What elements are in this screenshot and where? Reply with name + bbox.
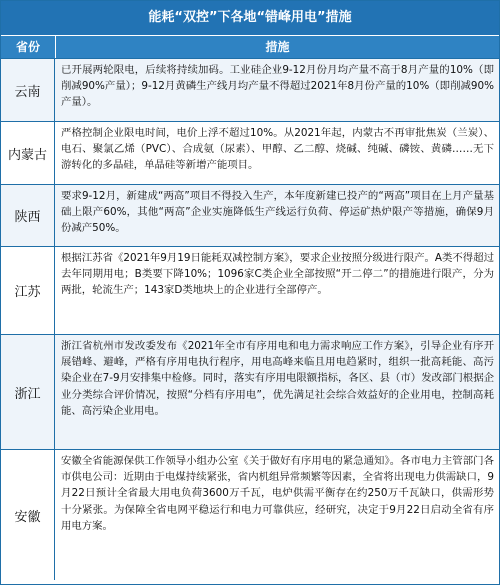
measure-cell: 严格控制企业限电时间，电价上浮不超过10%。从2021年起，内蒙古不再审批焦炭（兰炭）、电石、聚氯乙烯（PVC）、合成氨（尿素）、甲醇、乙二醇、烧碱、纯碱、磷铵、黄磷……无下游转化的多晶硅，单晶硅等新增产能项目。 — [61, 127, 494, 172]
province-cell: 陕西 — [1, 185, 55, 246]
measure-cell: 安徽全省能源保供工作领导小组办公室《关于做好有序用电的紧急通知》。各市电力主管部门各市供电公司：近期由于电煤持续紧张，省内机组异常频繁等因素，全省将出现电力供需缺口，9月22日预计全省最大用电负荷3600万千瓦，电炉供需平衡存在约250万千瓦缺口，供需形势十分紧张。为保障全省电网平稳运行和电力可靠供应，经研究，决定于9月22日启动全省有序用电方案。 — [61, 455, 494, 532]
measure-cell: 浙江省杭州市发改委发布《2021年全市有序用电和电力需求响应工作方案》，引导企业有序开展错峰、避峰，严格有序用电执行程序，用电高峰来临且用电趋紧时，组织一批高耗能、高污染企业在7-9月安排集中检修。同时，落实有序用电限额指标，各区、县（市）发改部门根据企业分类综合评价情况，按照“分档有序用电”，优先满足社会综合效益好的企业用电，控制高耗能、高污染企业用电。 — [55, 335, 499, 449]
table-row — [1, 449, 499, 580]
table-header — [1, 36, 499, 58]
table-row — [1, 58, 499, 121]
province-cell: 浙江 — [1, 335, 55, 449]
header-measures: 措施 — [265, 40, 290, 54]
province-cell: 江苏 — [1, 247, 55, 334]
table-row — [1, 334, 499, 449]
measure-cell: 根据江苏省《2021年9月19日能耗双减控制方案》，要求企业按照分级进行限产。A类不得超过去年同期用电；B类要下降10%；1096家C类企业全部按照“开二停二”的措施进行限产，分为两批，轮流生产；143家D类地块上的企业进行全部停产。 — [61, 252, 494, 297]
measure-cell: 要求9-12月，新建成“两高”项目不得投入生产，本年度新建已投产的“两高”项目在上月产量基础上限产60%，其他“两高”企业实施降低生产线运行负荷、停运矿热炉限产等措施，确保9月份减产50%。 — [55, 185, 499, 246]
province-cell: 安徽 — [1, 450, 55, 580]
table-title: 能耗“双控”下各地“错峰用电”措施 — [1, 1, 499, 36]
province-cell: 内蒙古 — [1, 122, 55, 184]
table-row — [1, 246, 499, 334]
table-row — [1, 184, 499, 246]
table-body — [1, 58, 499, 580]
province-cell: 云南 — [1, 59, 55, 121]
header-province: 省份 — [1, 36, 56, 58]
table-row — [1, 121, 499, 184]
measure-cell: 已开展两轮限电，后续将持续加码。工业硅企业9-12月份月均产量不高于8月产量的10%（即削减90%产量）；9-12月黄磷生产线月均产量不得超过2021年8月份产量的10%（即削减90%产量）。 — [55, 59, 499, 121]
